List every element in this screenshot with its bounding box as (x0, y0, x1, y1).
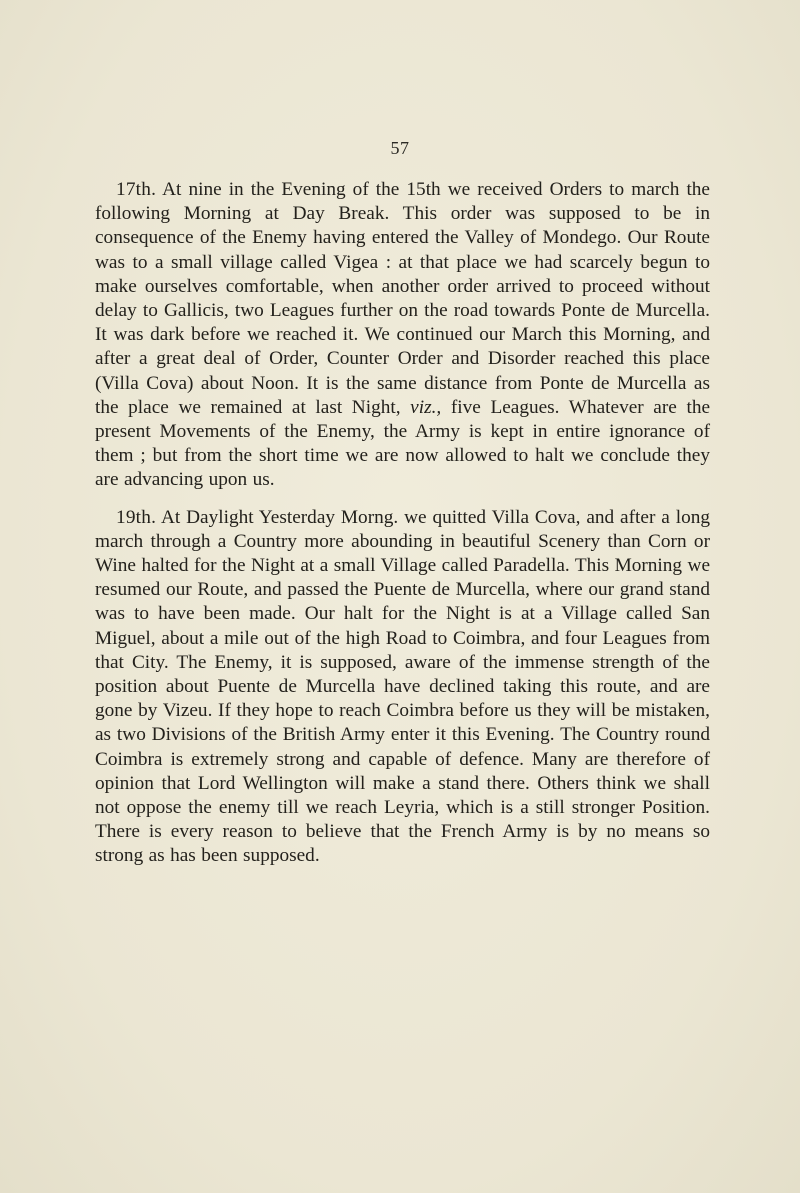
entry-date: 19th. (116, 506, 157, 528)
journal-text (95, 178, 710, 869)
entry-text: At Daylight Yesterday Morng. we quitted Villa Cova, and after a long march through a Country more abounding in beautiful Scenery than Corn or Wine halted for the Night at a small Village called Paradella. This Morning we resumed our Route, and passed the Puente de Murcella, where our grand stand was to have been made. Our halt for the Night is at a Village called San Miguel, about a mile out of the high Road to Coimbra, and four Leagues from that City. The Enemy, it is supposed, aware of the immense strength of the position about Puente de Murcella have declined taking this route, and are gone by Vizeu. If they hope to reach Coimbra before us they will be mistaken, as two Divisions of the British Army enter it this Evening. The Country round Coimbra is extremely strong and capable of defence. Many are therefore of opinion that Lord Wellington will make a stand there. Others think we shall not oppose the enemy till we reach Leyria, which is a still stronger Position. There is every reason to believe that the French Army is by no means so strong as has been supposed. (95, 506, 710, 867)
entry-date: 17th. (116, 179, 157, 200)
entry-text: At nine in the Evening of the 15th we received Orders to march the following Morning at Day Break. This order was supposed to be in consequence of the Enemy having entered the Valley of Mondego. Our Route was to a small village called Vigea : at that place we had scarcely begun to make ourselves comfortable, when another order arrived to proceed without delay to Gallicis, two Leagues further on the road towards Ponte de Murcella. It was dark before we reached it. We continued our March this Morning, and after a great deal of Order, Counter Order and Disorder reached this place (Villa Cova) about Noon. It is the same distance from Ponte de Murcella as the place we remained at last Night, (95, 179, 710, 418)
entry-19th (95, 506, 710, 869)
page-number: 57 (390, 138, 410, 158)
entry-17th (95, 178, 710, 493)
entry-text-continued: five Leagues. Whatever are the present Movements of the Enemy, the Army is kept in entire ignorance of them ; but from the short time we are now allowed to halt we conclude they are advancing upon us. (95, 396, 711, 491)
entry-abbreviation: viz., (410, 396, 442, 418)
